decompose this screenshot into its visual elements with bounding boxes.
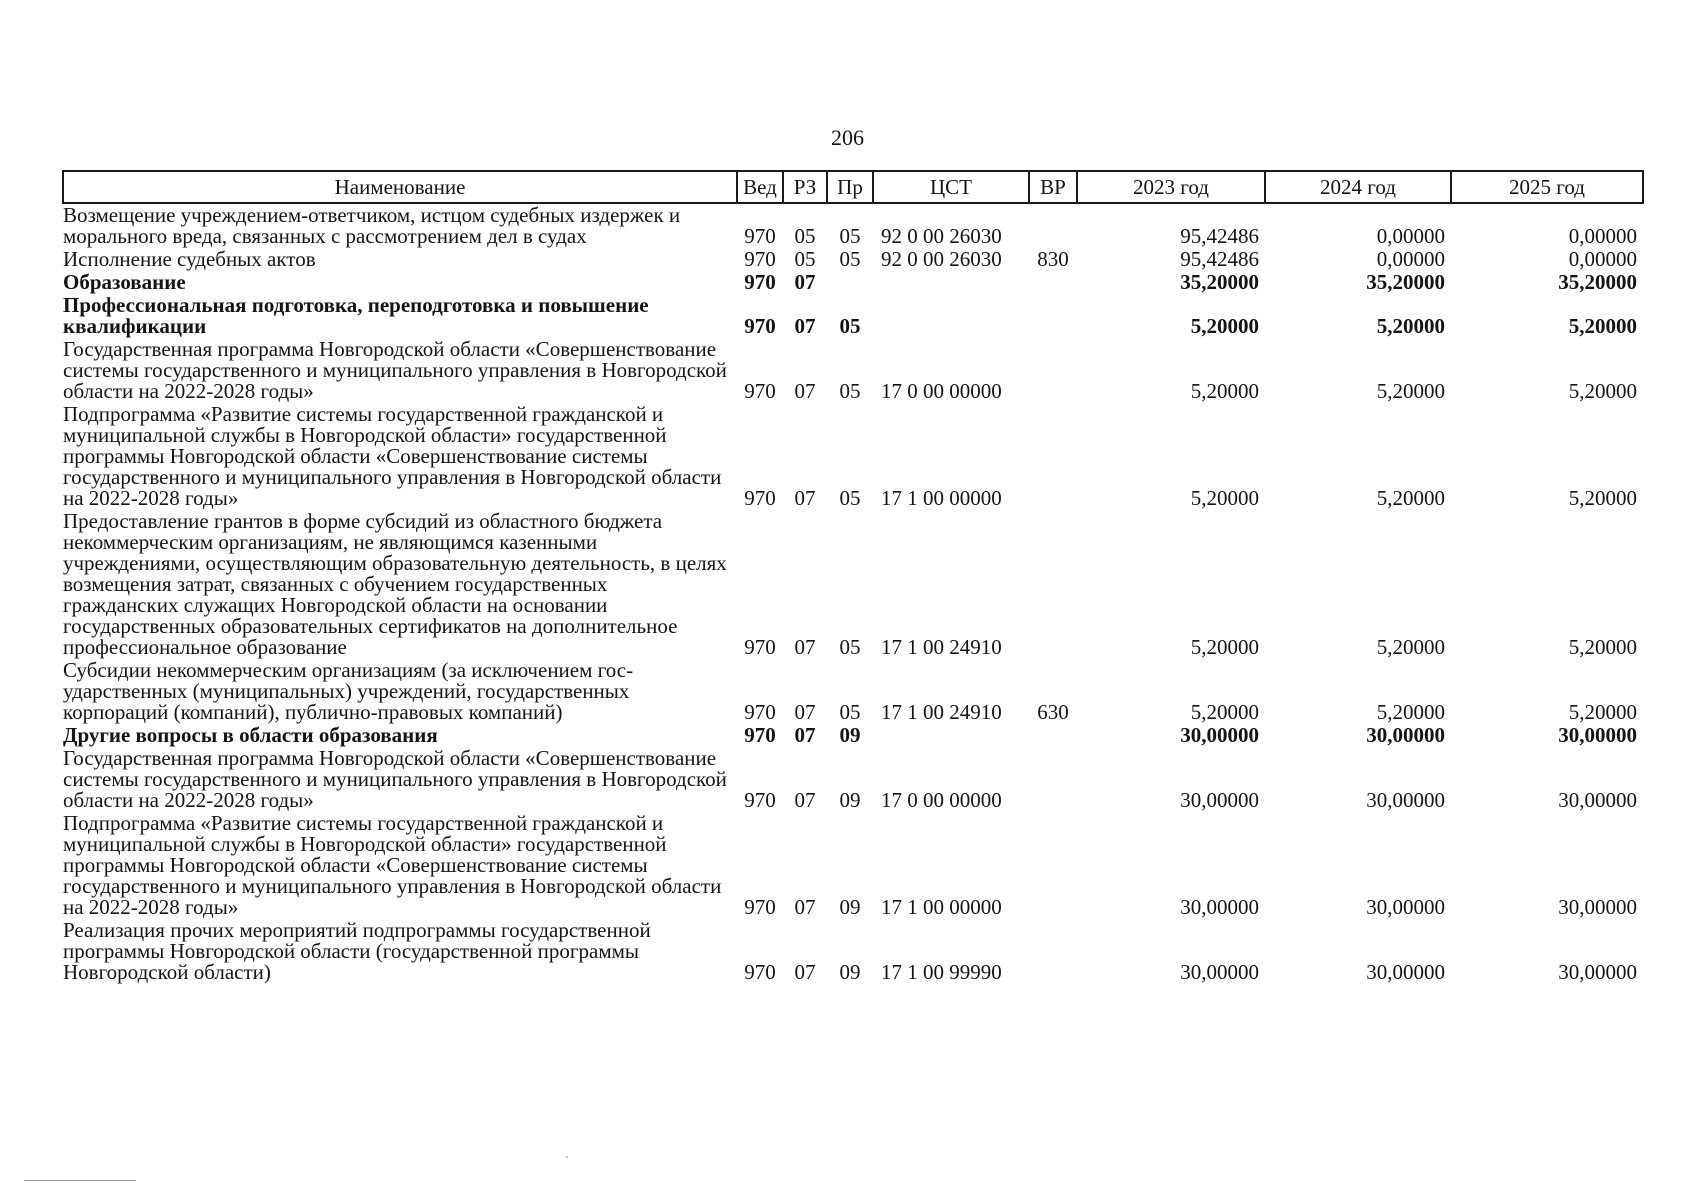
cell-vr [1029,747,1077,812]
scan-artifact-line [24,1180,136,1181]
cell-2024: 0,00000 [1376,247,1445,271]
table-body [63,203,1643,984]
cell-cst: 92 0 00 26030 [881,247,1002,271]
scan-artifact-dot [566,1156,568,1158]
cell-vr: 830 [1037,247,1069,271]
cell-2024: 30,00000 [1366,723,1445,747]
table-row [63,659,1643,724]
cell-2023: 5,20000 [1190,635,1259,659]
cell-name: Государственная программа Новгородской области «Совершенствование системы государственного и муниципального управления в Новгородской области на 2022-2028 годы» [63,337,727,403]
cell-ved: 970 [744,635,776,659]
cell-cst [873,294,1029,338]
cell-pr: 05 [839,247,861,271]
cell-name: Предоставление грантов в форме субсидий из областного бюджета некоммерческим организациям, не являющимся казенными учреждениями, осуществляющим образовательную деятельность, в целях возмещения затрат, связанных с обучением государственных гражданских служащих Новгородской области на основании государственных образовательных сертификатов на дополнительное профессиональное образование [63,509,727,659]
cell-ved: 970 [744,960,776,984]
cell-rz: 05 [794,224,816,248]
cell-pr: 09 [839,788,861,812]
table-row [63,294,1643,338]
header-2024: 2024 год [1265,171,1451,203]
cell-2025: 5,20000 [1568,314,1637,338]
cell-ved: 970 [744,723,776,747]
table-row [63,403,1643,510]
cell-rz: 07 [794,486,816,510]
cell-ved: 970 [744,270,776,294]
cell-2025: 0,00000 [1568,247,1637,271]
table-header [63,171,1643,203]
cell-rz: 07 [794,960,816,984]
table-row [63,747,1643,812]
cell-cst [873,271,1029,294]
cell-pr: 05 [839,486,861,510]
cell-2023: 95,42486 [1180,247,1259,271]
cell-2024: 30,00000 [1366,788,1445,812]
cell-2023: 5,20000 [1190,700,1259,724]
cell-vr [1029,338,1077,403]
page-number: 206 [831,125,864,150]
cell-2023: 30,00000 [1180,788,1259,812]
cell-pr: 05 [839,224,861,248]
header-vr: ВР [1029,171,1077,203]
cell-rz: 07 [794,270,816,294]
cell-ved: 970 [744,379,776,403]
cell-2023: 5,20000 [1190,379,1259,403]
cell-cst: 92 0 00 26030 [881,224,1002,248]
cell-name: Реализация прочих мероприятий подпрограммы государственной программы Новгородской области (государственной программы Новгородской области) [63,918,651,984]
header-pr: Пр [827,171,873,203]
header-row [63,171,1643,203]
cell-cst: 17 1 00 24910 [881,700,1002,724]
header-name: Наименование [63,171,737,203]
cell-vr [1029,271,1077,294]
cell-name: Другие вопросы в области образования [63,723,438,747]
table-row [63,812,1643,919]
cell-2023: 35,20000 [1180,270,1259,294]
cell-rz: 07 [794,700,816,724]
budget-table [62,170,1644,984]
header-cst: ЦСТ [873,171,1029,203]
table-row [63,724,1643,747]
header-ved: Вед [737,171,783,203]
cell-2025: 5,20000 [1568,486,1637,510]
cell-2025: 30,00000 [1558,723,1637,747]
cell-2024: 5,20000 [1376,486,1445,510]
cell-rz: 07 [794,895,816,919]
cell-name: Исполнение судебных актов [63,247,316,271]
header-2025: 2025 год [1451,171,1643,203]
cell-2025: 30,00000 [1558,960,1637,984]
cell-cst: 17 1 00 99990 [881,960,1002,984]
cell-2024: 30,00000 [1366,895,1445,919]
cell-2024: 5,20000 [1376,314,1445,338]
cell-2025: 5,20000 [1568,700,1637,724]
cell-2023: 5,20000 [1190,314,1259,338]
cell-vr [1029,203,1077,248]
cell-name: Субсидии некоммерческим организациям (за исключением государственных (муниципальных) учреждений, государственных корпораций (компаний), публично-правовых компаний) [63,658,634,724]
cell-name: Образование [63,270,186,294]
cell-ved: 970 [744,224,776,248]
cell-pr: 05 [839,635,861,659]
cell-cst: 17 0 00 00000 [881,379,1002,403]
cell-2025: 30,00000 [1558,788,1637,812]
header-rz: РЗ [783,171,827,203]
cell-vr [1029,812,1077,919]
table-row [63,203,1643,248]
cell-2024: 0,00000 [1376,224,1445,248]
cell-rz: 07 [794,788,816,812]
cell-2025: 5,20000 [1568,635,1637,659]
cell-pr: 05 [839,700,861,724]
cell-rz: 07 [794,723,816,747]
cell-pr: 09 [839,895,861,919]
cell-vr [1029,510,1077,659]
cell-name: Возмещение учреждением-ответчиком, истцом судебных издержек и морального вреда, связанных с рассмотрением дел в судах [63,203,681,248]
table-row [63,248,1643,271]
cell-name: Подпрограмма «Развитие системы государственной гражданской и муниципальной службы в Новгородской области» государственной программы Новгородской области «Совершенствование системы государственного и муниципального управления в Новгородской области на 2022-2028 годы» [63,402,722,510]
cell-pr: 05 [839,314,861,338]
cell-vr [1029,294,1077,338]
cell-cst: 17 1 00 00000 [881,895,1002,919]
cell-2023: 30,00000 [1180,960,1259,984]
table-row [63,338,1643,403]
cell-2023: 30,00000 [1180,723,1259,747]
cell-cst [873,724,1029,747]
cell-2024: 5,20000 [1376,700,1445,724]
cell-cst: 17 1 00 24910 [881,635,1002,659]
cell-2024: 5,20000 [1376,635,1445,659]
cell-2024: 30,00000 [1366,960,1445,984]
cell-pr: 05 [839,379,861,403]
cell-2023: 95,42486 [1180,224,1259,248]
cell-2023: 30,00000 [1180,895,1259,919]
cell-rz: 07 [794,379,816,403]
cell-2023: 5,20000 [1190,486,1259,510]
cell-cst: 17 1 00 00000 [881,486,1002,510]
cell-2024: 5,20000 [1376,379,1445,403]
cell-cst: 17 0 00 00000 [881,788,1002,812]
cell-vr: 630 [1037,700,1069,724]
table-row [63,271,1643,294]
cell-ved: 970 [744,247,776,271]
table-row [63,510,1643,659]
cell-ved: 970 [744,486,776,510]
header-2023: 2023 год [1077,171,1265,203]
cell-ved: 970 [744,788,776,812]
cell-rz: 05 [794,247,816,271]
cell-pr: 09 [839,723,861,747]
cell-vr [1029,724,1077,747]
cell-pr: 09 [839,960,861,984]
cell-ved: 970 [744,895,776,919]
cell-name: Государственная программа Новгородской области «Совершенствование системы государственного и муниципального управления в Новгородской области на 2022-2028 годы» [63,746,727,812]
cell-2025: 0,00000 [1568,224,1637,248]
cell-2024: 35,20000 [1366,270,1445,294]
cell-vr [1029,403,1077,510]
cell-name: Профессиональная подготовка, переподготовка и повышение квалификации [63,293,649,338]
cell-2025: 35,20000 [1558,270,1637,294]
cell-ved: 970 [744,700,776,724]
cell-pr [827,271,873,294]
cell-rz: 07 [794,635,816,659]
cell-rz: 07 [794,314,816,338]
cell-name: Подпрограмма «Развитие системы государственной гражданской и муниципальной службы в Новгородской области» государственной программы Новгородской области «Совершенствование системы государственного и муниципального управления в Новгородской области на 2022-2028 годы» [63,811,722,919]
cell-vr [1029,919,1077,984]
cell-2025: 5,20000 [1568,379,1637,403]
cell-ved: 970 [744,314,776,338]
table-row [63,919,1643,984]
cell-2025: 30,00000 [1558,895,1637,919]
